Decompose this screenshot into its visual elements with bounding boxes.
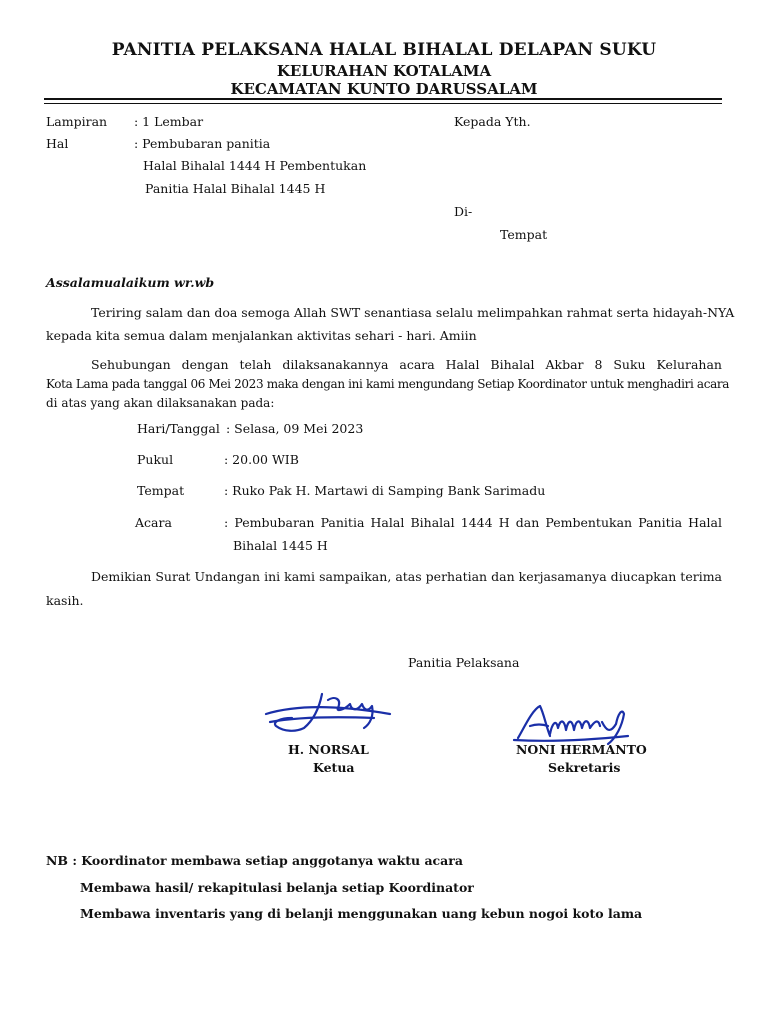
- letterhead-title: PANITIA PELAKSANA HALAL BIHALAL DELAPAN SUKU: [111, 40, 657, 60]
- event-pukul-label: Pukul: [137, 452, 174, 467]
- ketua-role: Ketua: [313, 760, 355, 775]
- paragraph-2-line-2: Kota Lama pada tanggal 06 Mei 2023 maka dengan ini kami mengundang Setiap Koordinator untuk menghadiri acara: [46, 377, 730, 391]
- paragraph-2-line-1: Sehubungan dengan telah dilaksanakannya acara Halal Bihalal Akbar 8 Suku Kelurahan: [91, 357, 722, 372]
- signature-heading: Panitia Pelaksana: [408, 655, 520, 670]
- letterhead-rule-thick: [44, 98, 722, 100]
- paragraph-2-line-3: di atas yang akan dilaksanakan pada:: [46, 396, 275, 410]
- hal-line-1: : Pembubaran panitia: [134, 136, 271, 151]
- closing-line-2: kasih.: [46, 593, 84, 608]
- addressee-di: Di-: [454, 204, 473, 219]
- lampiran-label: Lampiran: [46, 114, 108, 129]
- closing-line-1: Demikian Surat Undangan ini kami sampaikan, atas perhatian dan kerjasamanya diucapkan terima: [91, 569, 722, 584]
- event-hari-label: Hari/Tanggal: [137, 421, 220, 436]
- sekretaris-name: NONI HERMANTO: [516, 742, 647, 757]
- event-acara-label: Acara: [135, 515, 172, 530]
- note-line-1: NB : Koordinator membawa setiap anggotanya waktu acara: [46, 853, 463, 868]
- note-line-2: Membawa hasil/ rekapitulasi belanja setiap Koordinator: [80, 880, 474, 895]
- letterhead-rule-thin: [44, 103, 722, 104]
- event-pukul-value: : 20.00 WIB: [224, 452, 299, 467]
- event-acara-line-2: Bihalal 1445 H: [233, 538, 328, 553]
- ketua-signature-image: [262, 688, 397, 736]
- greeting: Assalamualaikum wr.wb: [46, 275, 215, 290]
- addressee-tempat: Tempat: [500, 227, 548, 242]
- paragraph-1-line-1: Teriring salam dan doa semoga Allah SWT senantiasa selalu melimpahkan rahmat serta hidayah-NYA: [91, 305, 735, 320]
- hal-line-2: Halal Bihalal 1444 H Pembentukan: [143, 158, 367, 173]
- letterhead-kecamatan: KECAMATAN KUNTO DARUSSALAM: [230, 80, 538, 98]
- sekretaris-role: Sekretaris: [548, 760, 621, 775]
- event-tempat-label: Tempat: [137, 483, 185, 498]
- note-line-3: Membawa inventaris yang di belanji menggunakan uang kebun nogoi koto lama: [80, 906, 643, 921]
- sekretaris-signature-image: [510, 700, 635, 746]
- ketua-name: H. NORSAL: [288, 742, 369, 757]
- paragraph-1-line-2: kepada kita semua dalam menjalankan aktivitas sehari - hari. Amiin: [46, 328, 477, 343]
- event-tempat-value: : Ruko Pak H. Martawi di Samping Bank Sarimadu: [224, 483, 546, 498]
- hal-line-3: Panitia Halal Bihalal 1445 H: [145, 181, 326, 196]
- kepada-yth: Kepada Yth.: [454, 114, 531, 129]
- lampiran-value: : 1 Lembar: [134, 114, 204, 129]
- event-acara-line-1: : Pembubaran Panitia Halal Bihalal 1444 H dan Pembentukan Panitia Halal: [224, 515, 722, 530]
- event-hari-value: : Selasa, 09 Mei 2023: [226, 421, 364, 436]
- letterhead-kelurahan: KELURAHAN KOTALAMA: [276, 62, 492, 80]
- hal-label: Hal: [46, 136, 69, 151]
